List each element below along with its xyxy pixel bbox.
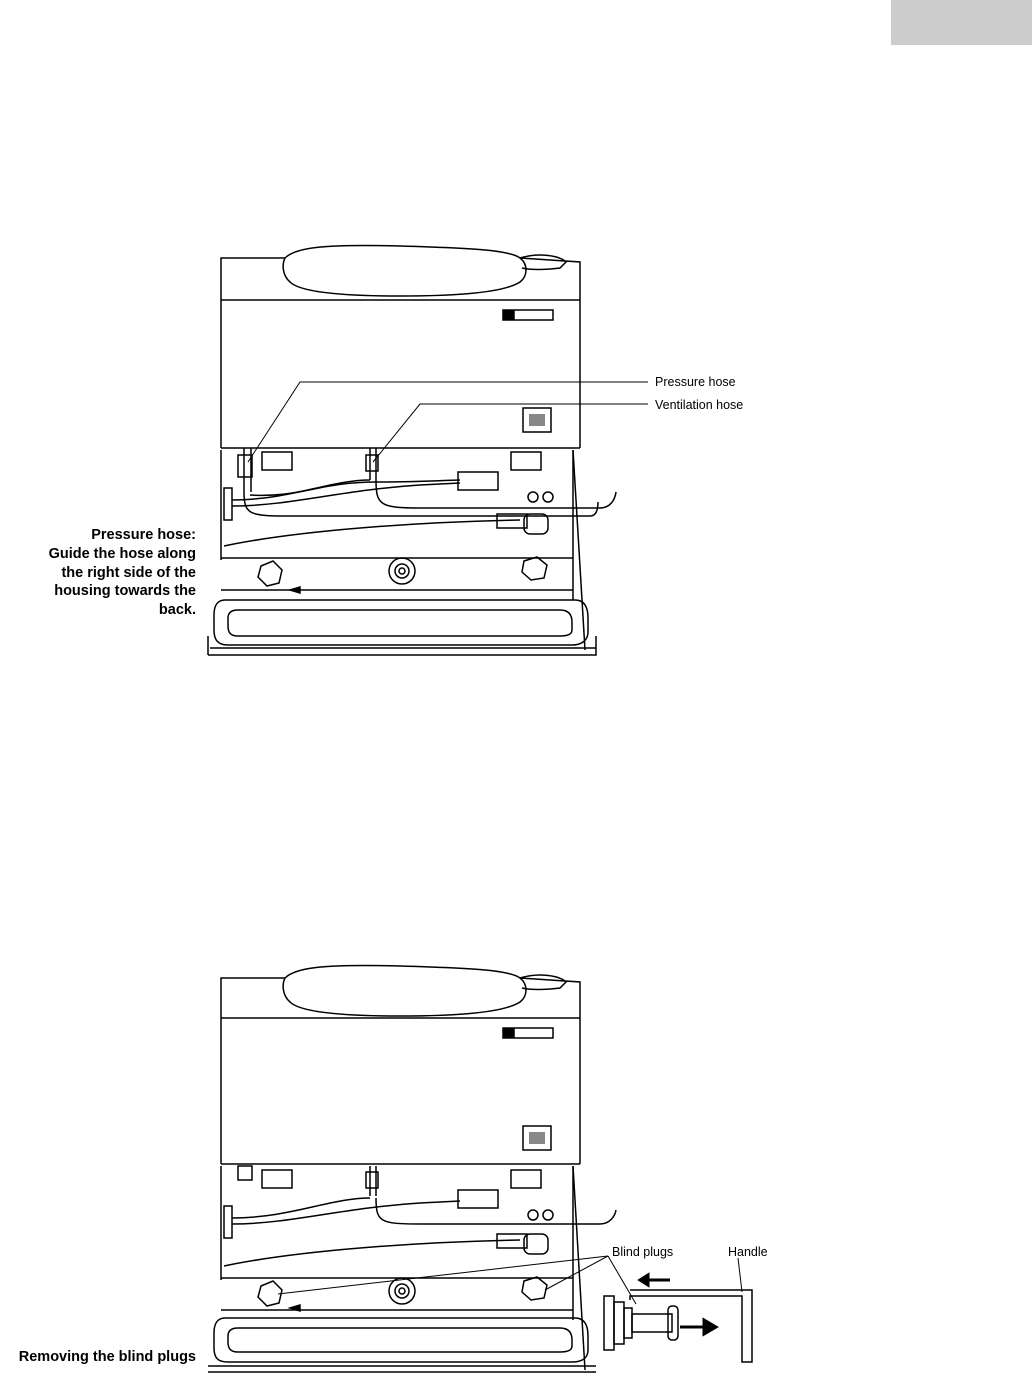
- caption-line: Pressure hose:: [91, 527, 196, 543]
- caption-line: the right side of the: [61, 564, 196, 581]
- callout-handle: Handle: [728, 1245, 768, 1259]
- callout-leaders: [248, 382, 648, 462]
- caption-line: housing towards the: [54, 583, 196, 600]
- caption-line: Guide the hose along: [48, 545, 196, 562]
- callout-blind-plugs: Blind plugs: [612, 1245, 674, 1259]
- callout-ventilation-hose: Ventilation hose: [655, 398, 744, 412]
- drip-tray: [208, 590, 596, 655]
- callout-leaders: [278, 1256, 742, 1304]
- device-illustration-hose-routing: [200, 240, 780, 660]
- figure2-caption: Removing the blind plugs: [18, 1349, 196, 1365]
- caption-line: back.: [158, 602, 196, 619]
- drip-tray: [208, 1310, 596, 1372]
- hose-compartment: [221, 448, 616, 650]
- hose-compartment: [221, 1166, 616, 1370]
- device-illustration-blind-plugs: [200, 960, 780, 1380]
- device-housing: [221, 966, 580, 1165]
- callout-pressure-hose: Pressure hose: [655, 375, 736, 389]
- page-tab-marker: [891, 0, 1032, 45]
- figure1-caption: [0, 526, 196, 620]
- device-housing: [221, 246, 580, 449]
